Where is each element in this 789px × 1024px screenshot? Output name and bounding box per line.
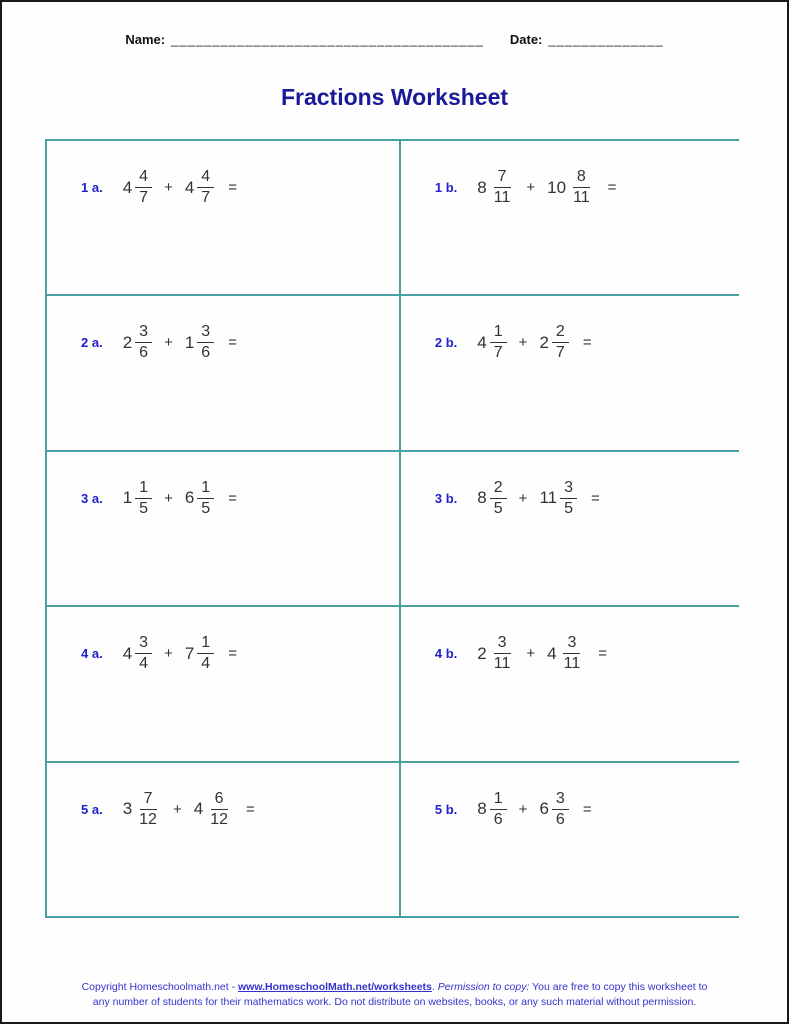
fraction-denominator: 6: [139, 344, 149, 362]
problem-row: [81, 789, 389, 830]
mixed-number: [477, 478, 506, 519]
fraction-denominator: 4: [139, 655, 149, 673]
fraction-numerator: 3: [552, 789, 569, 810]
problem-row: [81, 167, 389, 208]
problem-cell: [47, 763, 399, 916]
fraction-numerator: 7: [140, 789, 157, 810]
problem-expression: [477, 478, 599, 519]
fraction: [197, 478, 214, 519]
problem-label: 5 b.: [434, 801, 458, 817]
footer-permission-text: You are free to copy this worksheet to any number of students for their mathematics work. Do not distribute on websites, books, or any such material without permission.: [92, 980, 708, 1008]
fraction: [197, 322, 214, 363]
problem-expression: [123, 633, 237, 674]
problem-row: [81, 322, 389, 363]
problem-row: [81, 633, 389, 674]
fraction-denominator: 5: [201, 499, 211, 517]
name-blank-line: ______________________________________: [171, 32, 484, 47]
fraction-denominator: 7: [201, 189, 211, 206]
equals-sign: =: [591, 489, 600, 507]
date-blank-line: ______________: [548, 32, 664, 47]
whole-number: 8: [477, 799, 487, 819]
problem-label: 3 a.: [81, 490, 103, 506]
fraction-numerator: 3: [494, 633, 511, 654]
fraction: [560, 633, 585, 674]
fraction-numerator: 2: [490, 478, 507, 499]
footer-worksheets-link[interactable]: www.HomeschoolMath.net/worksheets: [238, 980, 432, 993]
fraction: [490, 322, 507, 363]
whole-number: 2: [122, 332, 133, 352]
problem-cell: [47, 296, 399, 449]
whole-number: 10: [547, 177, 567, 197]
problem-row: [435, 789, 729, 830]
fraction-denominator: 12: [210, 810, 228, 828]
problem-expression: [123, 789, 255, 830]
whole-number: 4: [122, 177, 133, 197]
equals-sign: =: [607, 179, 617, 196]
fraction-numerator: 2: [552, 322, 569, 343]
fraction-numerator: 4: [135, 167, 152, 188]
fraction-numerator: 6: [211, 789, 228, 810]
fraction-denominator: 5: [139, 499, 149, 517]
whole-number: 1: [122, 488, 133, 508]
problem-expression: [477, 633, 607, 674]
plus-sign: +: [164, 179, 173, 196]
problem-expression: [477, 322, 591, 363]
equals-sign: =: [582, 800, 592, 818]
problem-row: [435, 478, 729, 519]
plus-sign: +: [518, 800, 528, 818]
problem-row: [435, 322, 729, 363]
equals-sign: =: [582, 334, 592, 352]
problem-row: [435, 633, 729, 674]
fraction-denominator: 5: [564, 499, 573, 517]
whole-number: 8: [477, 177, 487, 197]
whole-number: 8: [477, 488, 487, 508]
whole-number: 4: [477, 332, 487, 352]
footer-copyright: [2, 980, 787, 1010]
problem-label: 4 b.: [434, 646, 458, 662]
fraction-denominator: 7: [555, 344, 565, 362]
whole-number: 2: [477, 643, 487, 663]
whole-number: 6: [539, 799, 549, 819]
fraction: [490, 478, 507, 519]
mixed-number: [477, 167, 514, 208]
fraction-denominator: 6: [555, 810, 565, 828]
fraction-numerator: 1: [490, 322, 507, 343]
equals-sign: =: [228, 645, 237, 663]
mixed-number: [123, 633, 152, 674]
mixed-number: [123, 478, 152, 519]
fraction-numerator: 7: [494, 167, 511, 188]
fraction-denominator: 6: [201, 344, 211, 362]
problem-cell: [47, 607, 399, 760]
mixed-number: [477, 322, 506, 363]
date-label: Date:: [509, 32, 543, 47]
whole-number: 6: [184, 488, 195, 508]
problem-label: 2 b.: [434, 335, 458, 351]
fraction-numerator: 3: [197, 322, 214, 343]
fraction-numerator: 3: [135, 633, 152, 654]
name-date-row: [2, 32, 787, 47]
fraction: [135, 478, 152, 519]
mixed-number: [185, 478, 214, 519]
whole-number: 3: [122, 799, 133, 819]
problem-cell: [401, 141, 739, 294]
footer-permission-italic: Permission to copy:: [437, 980, 530, 993]
fraction-numerator: 1: [197, 633, 214, 654]
problem-label: 2 a.: [81, 335, 103, 351]
plus-sign: +: [526, 179, 536, 196]
whole-number: 4: [122, 643, 133, 663]
fraction-numerator: 8: [573, 167, 590, 188]
fraction: [552, 789, 569, 830]
plus-sign: +: [164, 645, 173, 663]
problem-label: 5 a.: [81, 801, 103, 817]
fraction-denominator: 5: [493, 499, 503, 517]
fraction-denominator: 4: [201, 655, 211, 673]
problem-expression: [123, 167, 237, 208]
mixed-number: [123, 167, 152, 208]
fraction: [135, 167, 152, 208]
whole-number: 4: [184, 177, 195, 197]
problem-label: 1 a.: [81, 180, 103, 195]
fraction-numerator: 3: [135, 322, 152, 343]
fraction: [560, 478, 577, 519]
fraction-denominator: 11: [563, 655, 581, 673]
problem-cell: [47, 452, 399, 605]
mixed-number: [539, 478, 577, 519]
problem-expression: [477, 789, 591, 830]
mixed-number: [539, 322, 568, 363]
problem-expression: [477, 167, 616, 208]
fraction: [569, 167, 594, 208]
fraction-denominator: 7: [139, 189, 149, 206]
fraction: [206, 789, 232, 830]
problem-label: 1 b.: [434, 180, 458, 195]
footer-after-link: .: [431, 980, 438, 993]
problem-cell: [401, 607, 739, 760]
fraction-denominator: 11: [573, 189, 590, 206]
mixed-number: [185, 322, 214, 363]
mixed-number: [477, 633, 514, 674]
whole-number: 11: [539, 488, 558, 508]
mixed-number: [123, 322, 152, 363]
plus-sign: +: [518, 489, 528, 507]
fraction-numerator: 3: [563, 633, 580, 654]
page-title: Fractions Worksheet: [280, 84, 509, 110]
footer-copyright-prefix: Copyright Homeschoolmath.net -: [81, 980, 238, 993]
fraction-denominator: 7: [493, 344, 503, 362]
equals-sign: =: [228, 179, 237, 196]
fraction: [490, 167, 515, 208]
plus-sign: +: [172, 800, 182, 818]
fraction: [135, 789, 161, 830]
mixed-number: [547, 167, 594, 208]
problem-expression: [123, 322, 237, 363]
problem-label: 4 a.: [81, 646, 103, 662]
fraction-numerator: 4: [197, 167, 214, 188]
problem-cell: [401, 763, 739, 916]
whole-number: 2: [539, 332, 549, 352]
name-label: Name:: [125, 32, 166, 47]
equals-sign: =: [228, 489, 237, 507]
mixed-number: [123, 789, 161, 830]
equals-sign: =: [245, 800, 255, 818]
fraction-denominator: 6: [493, 810, 503, 828]
whole-number: 4: [547, 643, 557, 663]
problem-label: 3 b.: [434, 490, 458, 506]
plus-sign: +: [164, 334, 173, 352]
whole-number: 4: [193, 799, 204, 819]
problem-cell: [401, 296, 739, 449]
plus-sign: +: [164, 489, 173, 507]
fraction-denominator: 11: [493, 189, 511, 206]
mixed-number: [547, 633, 584, 674]
fraction-numerator: 1: [197, 478, 214, 499]
mixed-number: [477, 789, 506, 830]
fraction: [135, 322, 152, 363]
plus-sign: +: [518, 334, 528, 352]
fraction-numerator: 1: [135, 478, 152, 499]
fraction-numerator: 3: [560, 478, 577, 499]
fraction: [490, 633, 515, 674]
mixed-number: [185, 633, 214, 674]
mixed-number: [194, 789, 232, 830]
mixed-number: [539, 789, 568, 830]
equals-sign: =: [228, 334, 237, 352]
fraction: [490, 789, 507, 830]
problem-cell: [47, 141, 399, 294]
problem-cell: [401, 452, 739, 605]
whole-number: 1: [184, 332, 195, 352]
problem-row: [81, 478, 389, 519]
fraction-denominator: 11: [493, 655, 511, 673]
problem-expression: [123, 478, 237, 519]
equals-sign: =: [598, 645, 607, 663]
fraction: [197, 167, 214, 208]
fraction: [552, 322, 569, 363]
problem-row: [435, 167, 729, 208]
mixed-number: [185, 167, 214, 208]
worksheet-grid: [45, 139, 739, 918]
whole-number: 7: [184, 643, 195, 663]
fraction: [197, 633, 214, 674]
fraction-numerator: 1: [490, 789, 507, 810]
plus-sign: +: [526, 645, 536, 663]
fraction: [135, 633, 152, 674]
fraction-denominator: 12: [139, 810, 157, 828]
